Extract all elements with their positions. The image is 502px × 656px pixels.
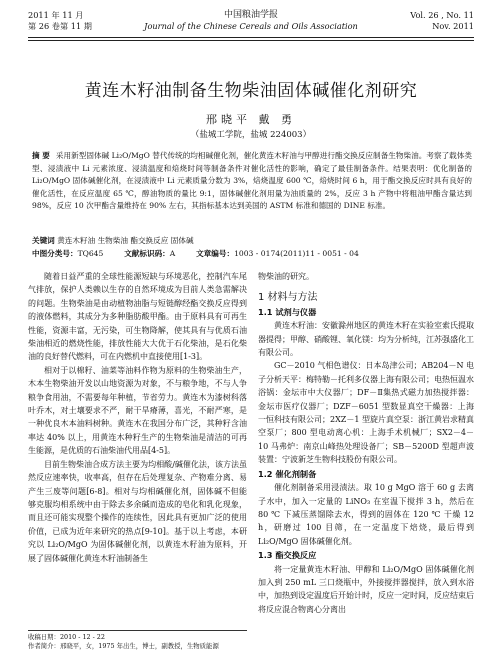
- body-column-left: [28, 270, 247, 565]
- abstract: [32, 150, 472, 213]
- issue-date: 2011 年 11 月 第 26 卷第 11 期: [28, 10, 92, 31]
- received-date: 收稿日期：2010 - 12 - 22: [28, 633, 105, 641]
- subsection-heading: 1.2 催化剂制备: [258, 468, 317, 479]
- paragraph: 相对于以棉籽、油菜等油料作物为原料的生物柴油生产，木本生物柴油开发以山地资源为对象，不与粮争地，不与人争粮争食用油，不需要每年种植，节省劳力。黄连木为漆树科落叶乔木，对土壤要求不严，耐干旱瘠薄，喜光，不耐严寒，是一种优良木本油料树种。黄连木在我国分布广泛，其种籽含油率达 40% 以上，用黄连木种籽生产的生物柴油是清洁的可再生能源，是优质的石油柴油代用品[4-5]。: [28, 365, 247, 456]
- running-header: [28, 10, 474, 36]
- author-bio: 作者简介：邢晓平，女，1975 年出生，博士，副教授，生物质能源: [28, 642, 219, 650]
- abstract-text: 采用新型固体碱 Li₂O/MgO 替代传统的均相碱催化剂，催化黄连木籽油与甲醇进行酯交换反应制备生物柴油。考察了载体类型、浸渍液中 Li 元素浓度、浸渍温度和焙烧时间等制备条件对催化活性的影响，确定了最佳制备条件。结果表明：优化制备的 Li₂O/MgO 固体碱催化剂，在浸渍液中 Li 元素质量分数为 3%，焙烧温度 600 ℃，焙烧时间 6 h，用于酯交换反应时具有良好的催化活性，在反应温度 65 ℃，醇油物质的量比 9:1，固体碱催化剂用量为油质量的 2%，反应 3 h 产物中将粗油甲酯含量达到 98%，反应 10 次甲酯含量维持在 90% 左右，其指标基本达到美国的 ASTM 标准和德国的 DINE 标准。: [32, 151, 473, 210]
- abstract-label: 摘 要: [32, 151, 50, 160]
- article-id-value: 1003 - 0174(2011)11 - 0051 - 04: [234, 249, 359, 258]
- keywords-label: 关键词: [32, 236, 55, 245]
- paragraph: 将一定量黄连木籽油、甲醇和 Li₂O/MgO 固体碱催化剂加入到 250 mL 三口烧瓶中，外接搅拌器搅拌，放入到水浴中，加热到设定温度后开始计时，反应一定时间，反应结束后将反应混合物离心分离出: [258, 564, 474, 614]
- paragraph: GC－2010 气相色谱仪：日本岛津公司；AB204－N 电子分析天平：梅特勒－托利多仪器上海有限公司；电热恒温水浴锅：金坛市中大仪器厂；DF－Ⅱ集热式磁力加热搅拌器：金坛市医疗仪器厂；DZF－6051 型数显真空干燥器：上海一恒科技有限公司；2XZ－1 型旋片真空泵：浙江黄岩求精真空泵厂；800 型电动离心机：上海手术机械厂；SX2－4－10 马弗炉：南京山峰热处理设备厂；SB－5200D 型超声波装置：宁波新芝生物科技股份有限公司。: [258, 361, 474, 465]
- keywords-line: [32, 234, 472, 247]
- paragraph: 催化剂制备采用浸渍法。取 10 g MgO 溶于 60 g 去离子水中，加入一定量的 LiNO₃ 在室温下搅拌 3 h，然后在 80 ℃ 下减压蒸馏除去水，得到的固体在 120 ℃ 干燥 12 h，研磨过 100 目筛，在一定温度下焙烧，最后得到 Li₂O/MgO 固体碱催化剂。: [258, 483, 474, 546]
- affiliation: （盐城工学院，盐城 224003）: [190, 130, 312, 140]
- paragraph: 目前生物柴油合成方法主要为均相酸/碱催化法，该方法虽然反应速率快，收率高，但存在后处理复杂、产物难分离、易产生三废等问题[6-8]。相对与均相碱催化剂，固体碱不但能够克服均相系统中由于除去多余碱而造成的皂化和乳化现象，而且还可能实现整个操作的连续性，因此具有更加广泛的使用价值，已成为近年来研究的热点[9-10]。基于以上考虑，本研究以 Li₂O/MgO 为固体碱催化剂，以黄连木籽油为原料，开展了固体碱催化黄连木籽油制备生: [28, 459, 247, 563]
- article-meta: [32, 234, 472, 260]
- clc-label: 中图分类号：: [32, 249, 78, 258]
- doc-code-value: A: [169, 249, 176, 258]
- header-rule: [28, 37, 474, 38]
- classification-line: [32, 247, 472, 260]
- paragraph: 随着日益严重的全球性能源短缺与环境恶化，控制汽车尾气排放，保护人类赖以生存的自然环境成为目前人类急需解决的问题。生物柴油是由动植物油脂与短链醇经酯交换反应得到的液体燃料，其成分为多种脂肪酸甲酯。由于原料具有可再生性能，资源丰富，无污染，可生物降解，使其具有与优质石油柴油相近的燃烧性能，排放性能大大优于石化柴油，是石化柴油的良好替代燃料，可在内燃机中直接使用[1-3]。: [28, 272, 247, 362]
- paragraph: 黄连木籽油：安徽滁州地区的黄连木籽在实验室索氏提取器提得；甲醇、硝酸锂、氧化镁：均为分析纯，江苏强盛化工有限公司。: [258, 321, 474, 358]
- header-rule-thin: [28, 40, 474, 41]
- doc-code-label: 文献标识码：: [124, 249, 170, 258]
- keywords: 黄连木籽油 生物柴油 酯交换反应 固体碱: [57, 236, 194, 245]
- subsection-heading: 1.1 试剂与仪器: [258, 306, 317, 317]
- footnote: [28, 630, 247, 651]
- authors: 邢晓平 戴 勇: [206, 113, 296, 126]
- paragraph: 物柴油的研究。: [258, 272, 314, 281]
- article-id-label: 文章编号：: [196, 249, 235, 258]
- journal-name: 中国粮油学报 Journal of the Chinese Cereals and Oils Association: [144, 10, 358, 31]
- subsection-heading: 1.3 酯交换反应: [258, 550, 317, 561]
- body-column-right: [258, 270, 474, 616]
- clc-value: TQ645: [77, 249, 104, 258]
- section-heading: 1 材料与方法: [258, 292, 318, 304]
- article-title: 黄连木籽油制备生物柴油固体碱催化剂研究: [84, 81, 418, 101]
- volume-info: Vol. 26 , No. 11 Nov. 2011: [410, 10, 474, 31]
